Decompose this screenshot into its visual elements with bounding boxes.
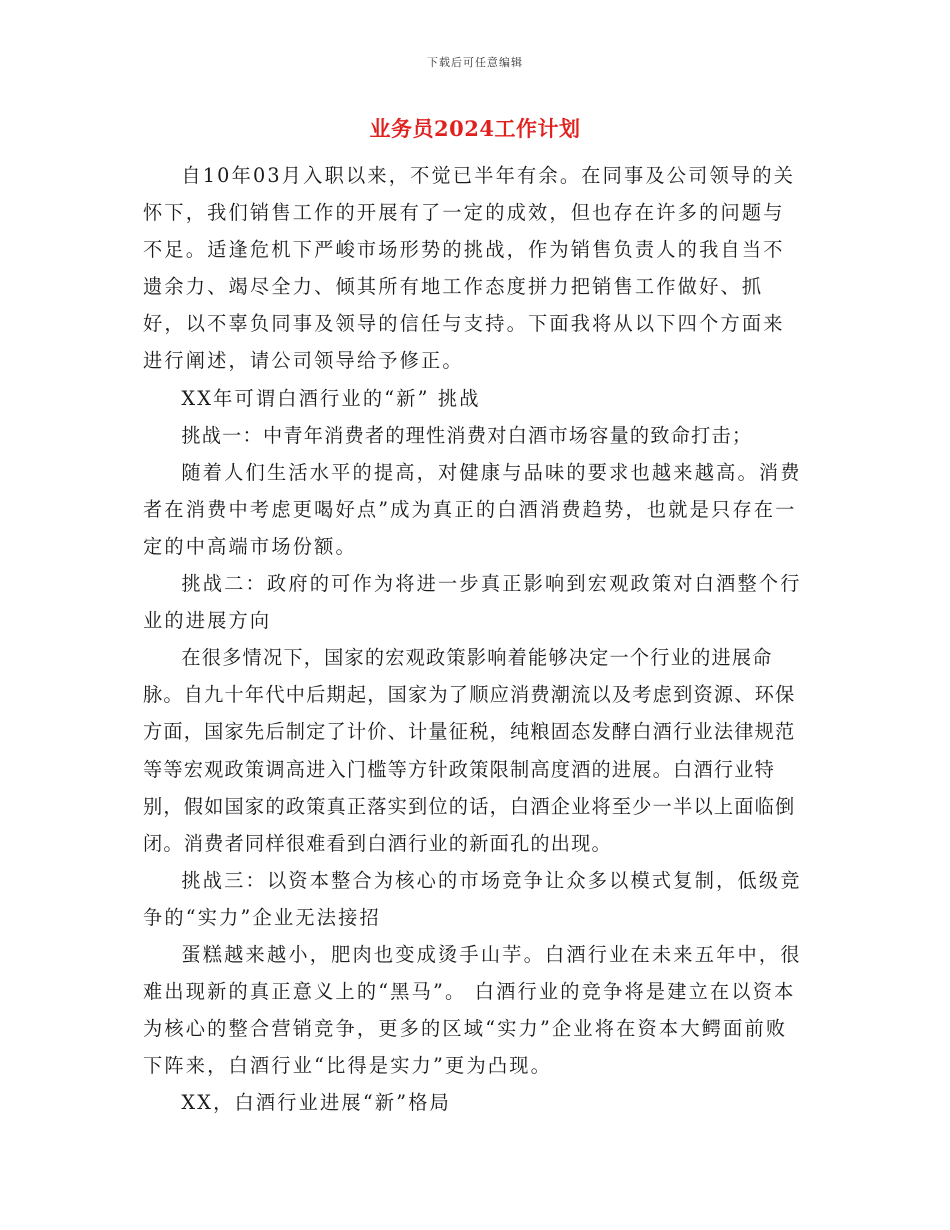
- paragraph: 随着人们生活水平的提高，对健康与品味的要求也越来越高。消费者在消费中考虑更喝好点”成为真正的白酒消费趋势，也就是只存在一定的中高端市场份额。: [143, 460, 802, 558]
- paragraph: 在很多情况下，国家的宏观政策影响着能够决定一个行业的进展命脉。自九十年代中后期起，国家为了顺应消费潮流以及考虑到资源、环保方面，国家先后制定了计价、计量征税，纯粮固态发酵白酒行业法律规范等等宏观政策调高进入门槛等方针政策限制高度酒的进展。白酒行业特别，假如国家的政策真正落实到位的话，白酒企业将至少一半以上面临倒闭。消费者同样很难看到白酒行业的新面孔的出现。: [143, 646, 796, 855]
- paragraph: XX年可谓白酒行业的“新” 挑战: [181, 386, 481, 410]
- document-body: [143, 157, 805, 1121]
- paragraph: 挑战一：中青年消费者的理性消费对白酒市场容量的致命打击；: [181, 423, 753, 447]
- paragraph: 自10年03月入职以来，不觉已半年有余。在同事及公司领导的关怀下，我们销售工作的开展有了一定的成效，但也存在许多的问题与不足。适逢危机下严峻市场形势的挑战，作为销售负责人的我自当不遗余力、竭尽全力、倾其所有地工作态度拼力把销售工作做好、抓好，以不辜负同事及领导的信任与支持。下面我将从以下四个方面来进行阐述，请公司领导给予修正。: [143, 164, 796, 373]
- header-note: 下载后可任意编辑: [427, 56, 523, 69]
- paragraph: 挑战二：政府的可作为将进一步真正影响到宏观政策对白酒整个行业的进展方向: [143, 572, 802, 633]
- document-title: 业务员2024工作计划: [369, 116, 581, 141]
- paragraph: XX，白酒行业进展“新”格局: [181, 1091, 452, 1115]
- paragraph: 蛋糕越来越小，肥肉也变成烫手山芋。白酒行业在未来五年中，很难出现新的真正意义上的“黑马”。 白酒行业的竞争将是建立在以资本为核心的整合营销竞争，更多的区域“实力”企业将在资本大鳄面前败下阵来，白酒行业“比得是实力”更为凸现。: [143, 942, 802, 1078]
- paragraph: 挑战三：以资本整合为核心的市场竞争让众多以模式复制，低级竞争的“实力”企业无法接招: [143, 868, 802, 929]
